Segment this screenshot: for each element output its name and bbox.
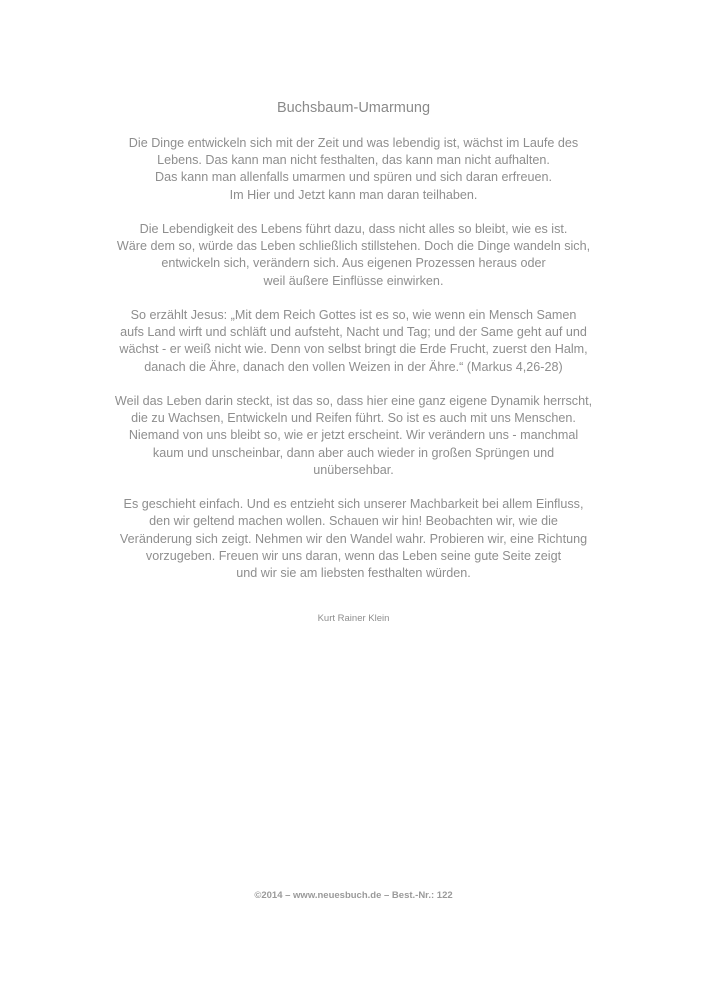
text-line: wächst - er weiß nicht wie. Denn von selbst bringt die Erde Frucht, zuerst den Halm, — [119, 342, 588, 357]
text-line: und wir sie am liebsten festhalten würden. — [236, 566, 471, 581]
paragraph-5 — [0, 496, 707, 582]
text-line: Niemand von uns bleibt so, wie er jetzt erscheint. Wir verändern uns - manchmal — [128, 428, 579, 443]
text-line: Wäre dem so, würde das Leben schließlich stillstehen. Doch die Dinge wandeln sich, — [116, 239, 591, 254]
text-line: Weil das Leben darin steckt, ist das so, dass hier eine ganz eigene Dynamik herrscht, — [114, 394, 593, 408]
text-line: Es geschieht einfach. Und es entzieht sich unserer Machbarkeit bei allem Einfluss, — [123, 497, 584, 512]
text-line: danach die Ähre, danach den vollen Weizen in der Ähre.“ (Markus 4,26-28) — [144, 359, 563, 374]
text-line: weil äußere Einflüsse einwirken. — [263, 273, 444, 288]
document-body — [0, 135, 707, 599]
text-line: aufs Land wirft und schläft und aufsteht, Nacht und Tag; und der Same geht auf und — [120, 325, 587, 340]
document-title: Buchsbaum-Umarmung — [276, 100, 431, 116]
paragraph-4 — [0, 393, 707, 479]
text-line: unübersehbar. — [313, 462, 394, 477]
text-line: So erzählt Jesus: „Mit dem Reich Gottes ist es so, wie wenn ein Mensch Samen — [130, 308, 577, 322]
footer-copyright: ©2014 – www.neuesbuch.de – Best.-Nr.: 122 — [254, 890, 453, 901]
text-line: Lebens. Das kann man nicht festhalten, das kann man nicht aufhalten. — [157, 153, 550, 168]
text-line: Die Dinge entwickeln sich mit der Zeit und was lebendig ist, wächst im Laufe des — [128, 136, 579, 150]
paragraph-1 — [0, 135, 707, 204]
paragraph-2 — [0, 221, 707, 290]
text-line: kaum und unscheinbar, dann aber auch wieder in großen Sprüngen und — [152, 445, 555, 460]
text-line: Veränderung sich zeigt. Nehmen wir den Wandel wahr. Probieren wir, eine Richtung — [119, 531, 588, 546]
author-name: Kurt Rainer Klein — [317, 613, 390, 624]
text-line: vorzugeben. Freuen wir uns daran, wenn das Leben seine gute Seite zeigt — [145, 548, 562, 563]
paragraph-3 — [0, 307, 707, 376]
text-line: Das kann man allenfalls umarmen und spüren und sich daran erfreuen. — [155, 170, 552, 185]
text-line: Im Hier und Jetzt kann man daran teilhaben. — [229, 187, 478, 202]
text-line: entwickeln sich, verändern sich. Aus eigenen Prozessen heraus oder — [161, 256, 546, 271]
text-line: Die Lebendigkeit des Lebens führt dazu, dass nicht alles so bleibt, wie es ist. — [139, 222, 568, 236]
text-line: die zu Wachsen, Entwickeln und Reifen führt. So ist es auch mit uns Menschen. — [131, 411, 576, 426]
text-line: den wir geltend machen wollen. Schauen wir hin! Beobachten wir, wie die — [149, 514, 558, 529]
